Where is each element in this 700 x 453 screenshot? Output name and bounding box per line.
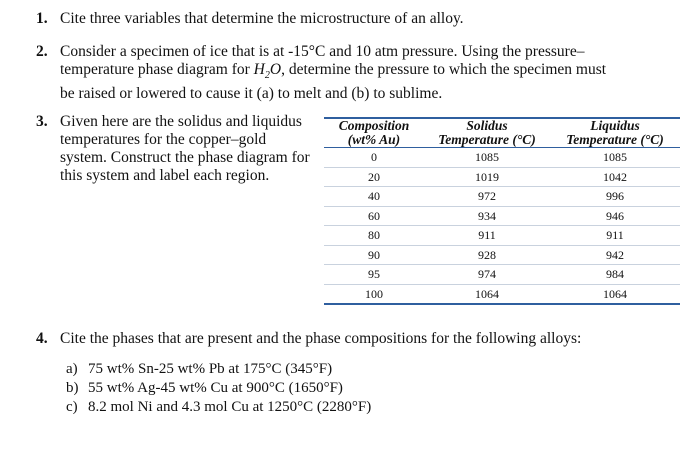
solidus-cell: 934 — [424, 206, 550, 226]
question-2 — [36, 43, 607, 103]
solidus-liquidus-table — [324, 117, 680, 305]
solidus-cell: 972 — [424, 187, 550, 207]
question-2-line-2-pre: temperature phase diagram for — [60, 61, 254, 78]
table-row — [324, 187, 680, 207]
composition-cell: 95 — [324, 265, 424, 285]
solidus-cell: 911 — [424, 226, 550, 246]
composition-cell: 80 — [324, 226, 424, 246]
table-row — [324, 167, 680, 187]
question-1-number: 1. — [36, 10, 48, 27]
header-composition — [324, 118, 424, 148]
formula-o: O — [269, 61, 282, 78]
liquidus-cell: 946 — [550, 206, 680, 226]
subitem-c-text: 8.2 mol Ni and 4.3 mol Cu at 1250°C (2280°F) — [88, 399, 372, 415]
liquidus-cell: 942 — [550, 245, 680, 265]
question-2-line-1: Consider a specimen of ice that is at -15°C and 10 atm pressure. Using the pressure– — [60, 43, 585, 60]
subitem-a-text: 75 wt% Sn-25 wt% Pb at 175°C (345°F) — [88, 361, 333, 377]
subitem-b-text: 55 wt% Ag-45 wt% Cu at 900°C (1650°F) — [88, 380, 343, 396]
question-2-line-3: be raised or lowered to cause it (a) to melt and (b) to sublime. — [60, 85, 443, 103]
liquidus-cell: 1064 — [550, 284, 680, 304]
question-3-line-2: temperatures for the copper–gold — [60, 131, 267, 148]
question-4-text: Cite the phases that are present and the phase compositions for the following alloys: — [60, 330, 582, 347]
composition-cell: 20 — [324, 167, 424, 187]
subitem-b — [66, 380, 343, 397]
solidus-cell: 974 — [424, 265, 550, 285]
subitem-b-label: b) — [66, 380, 79, 396]
solidus-cell: 1019 — [424, 167, 550, 187]
subitem-c — [66, 399, 371, 416]
composition-cell: 40 — [324, 187, 424, 207]
liquidus-cell: 1085 — [550, 148, 680, 168]
question-3-line-1: Given here are the solidus and liquidus — [60, 113, 302, 130]
question-3-body — [60, 113, 310, 185]
table-row — [324, 245, 680, 265]
formula-subscript: 2 — [264, 70, 270, 82]
question-1 — [36, 10, 464, 28]
composition-cell: 90 — [324, 245, 424, 265]
table-row — [324, 148, 680, 168]
liquidus-cell: 1042 — [550, 167, 680, 187]
question-4 — [36, 330, 582, 348]
solidus-cell: 1085 — [424, 148, 550, 168]
table-header-row — [324, 118, 680, 148]
question-3-line-4: this system and label each region. — [60, 167, 270, 184]
liquidus-cell: 911 — [550, 226, 680, 246]
solidus-cell: 928 — [424, 245, 550, 265]
question-2-body — [60, 43, 606, 103]
subitem-c-label: c) — [66, 399, 78, 415]
header-composition-line-2: (wt% Au) — [347, 132, 401, 147]
question-2-line-2 — [60, 61, 606, 85]
question-3 — [36, 113, 310, 184]
subitem-a — [66, 361, 332, 378]
header-solidus-line-1: Solidus — [466, 118, 508, 133]
water-formula — [253, 61, 282, 82]
header-composition-line-1: Composition — [338, 118, 410, 133]
question-3-number: 3. — [36, 113, 48, 130]
question-1-text: Cite three variables that determine the microstructure of an alloy. — [60, 10, 464, 27]
subitem-a-label: a) — [66, 361, 78, 377]
formula-h: H — [253, 61, 265, 78]
question-2-line-2-post: , determine the pressure to which the specimen must — [281, 61, 607, 78]
table-row — [324, 226, 680, 246]
header-solidus — [424, 118, 550, 148]
liquidus-cell: 996 — [550, 187, 680, 207]
question-2-number: 2. — [36, 43, 48, 60]
table-row — [324, 265, 680, 285]
composition-cell: 0 — [324, 148, 424, 168]
question-3-line-3: system. Construct the phase diagram for — [60, 149, 310, 166]
header-liquidus — [550, 118, 680, 148]
table-row — [324, 284, 680, 304]
question-4-number: 4. — [36, 330, 48, 347]
solidus-cell: 1064 — [424, 284, 550, 304]
composition-cell: 100 — [324, 284, 424, 304]
header-liquidus-line-2: Temperature (°C) — [566, 132, 664, 147]
table-row — [324, 206, 680, 226]
composition-cell: 60 — [324, 206, 424, 226]
header-solidus-line-2: Temperature (°C) — [438, 132, 536, 147]
header-liquidus-line-1: Liquidus — [590, 118, 640, 133]
liquidus-cell: 984 — [550, 265, 680, 285]
